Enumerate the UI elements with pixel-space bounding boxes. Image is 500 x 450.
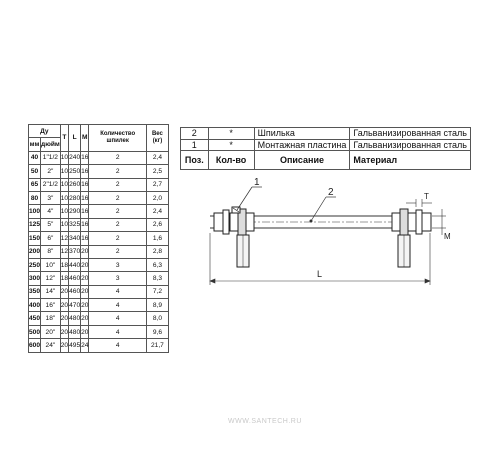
table-cell: 20 [81,325,89,338]
table-cell: 8,3 [146,272,168,285]
table-cell: 480 [69,312,81,325]
spec-pos: 1 [181,139,209,151]
spec-pos: 2 [181,128,209,140]
table-cell: 16 [81,165,89,178]
table-cell: 16 [81,191,89,204]
table-cell: 6,3 [146,258,168,271]
header-mm: мм [29,138,41,151]
table-cell: 10 [60,191,68,204]
table-cell: 600 [29,339,41,352]
spec-header-desc: Описание [254,151,350,170]
table-cell: 20 [81,272,89,285]
table-row [29,339,169,352]
left-mounting-assembly [214,207,254,267]
spec-header-pos: Поз. [181,151,209,170]
table-cell: 4" [41,205,61,218]
table-cell: 10 [60,178,68,191]
spec-row [181,128,471,140]
spec-material: Гальванизированная сталь [350,139,471,151]
table-cell: 4 [89,299,146,312]
table-cell: 500 [29,325,41,338]
table-cell: 250 [29,258,41,271]
callout-1-label: 1 [254,177,260,188]
table-cell: 20 [60,285,68,298]
table-cell: 480 [69,325,81,338]
table-cell: 2 [89,245,146,258]
table-cell: 12 [60,245,68,258]
stud-assembly-drawing [180,177,480,295]
table-cell: 16 [81,205,89,218]
table-cell: 10" [41,258,61,271]
table-cell: 80 [29,191,41,204]
table-cell: 3 [89,272,146,285]
table-cell: 16 [81,218,89,231]
header-t: T [60,125,68,152]
table-cell: 10 [60,205,68,218]
table-row [29,191,169,204]
table-row [29,205,169,218]
callout-2 [310,187,337,223]
table-row [29,299,169,312]
table-cell: 2"1/2 [41,178,61,191]
table-cell: 18 [60,272,68,285]
table-cell: 2 [89,218,146,231]
table-cell: 21,7 [146,339,168,352]
table-cell: 2,4 [146,205,168,218]
table-cell: 260 [69,178,81,191]
callout-1 [237,177,262,210]
table-cell: 65 [29,178,41,191]
table-cell: 5" [41,218,61,231]
table-row [29,178,169,191]
table-row [29,312,169,325]
table-row [29,232,169,245]
table-cell: 12 [60,232,68,245]
table-row [29,165,169,178]
table-cell: 2,0 [146,191,168,204]
table-cell: 24 [81,339,89,352]
table-cell: 2" [41,165,61,178]
spec-qty: * [208,139,254,151]
table-cell: 2,4 [146,151,168,164]
table-cell: 340 [69,232,81,245]
table-cell: 50 [29,165,41,178]
table-cell: 16 [81,178,89,191]
table-cell: 14" [41,285,61,298]
table-row [29,272,169,285]
table-cell: 20 [60,325,68,338]
table-cell: 20 [81,258,89,271]
table-cell: 460 [69,272,81,285]
table-cell: 100 [29,205,41,218]
table-cell: 250 [69,165,81,178]
table-cell: 2,8 [146,245,168,258]
table-cell: 470 [69,299,81,312]
table-cell: 20 [81,245,89,258]
dimension-l-label: L [317,269,323,279]
header-weight: Вес (кг) [146,125,168,152]
dimension-m [432,209,451,241]
table-cell: 440 [69,258,81,271]
table-cell: 2 [89,191,146,204]
table-row [29,151,169,164]
dimension-t [406,192,432,207]
table-cell: 4 [89,285,146,298]
header-l: L [69,125,81,152]
table-cell: 280 [69,191,81,204]
table-cell: 2 [89,232,146,245]
table-cell: 20 [81,299,89,312]
table-cell: 325 [69,218,81,231]
dimensions-table-body [29,151,169,352]
right-mounting-assembly [392,209,431,267]
spec-desc: Монтажная пластина [254,139,350,151]
dimension-m-label: M [444,232,451,241]
table-cell: 8" [41,245,61,258]
table-cell: 400 [29,299,41,312]
table-cell: 2,6 [146,218,168,231]
header-inch: дюйм [41,138,61,151]
table-cell: 10 [60,218,68,231]
table-cell: 20 [81,312,89,325]
table-row [29,218,169,231]
table-cell: 8,0 [146,312,168,325]
table-cell: 2,5 [146,165,168,178]
table-cell: 2 [89,151,146,164]
spec-desc: Шпилька [254,128,350,140]
table-cell: 10 [60,151,68,164]
table-cell: 16 [81,232,89,245]
table-cell: 290 [69,205,81,218]
table-cell: 7,2 [146,285,168,298]
table-cell: 40 [29,151,41,164]
table-cell: 4 [89,325,146,338]
table-cell: 4 [89,339,146,352]
table-row [29,245,169,258]
table-cell: 20 [60,299,68,312]
table-cell: 20 [81,285,89,298]
table-cell: 24" [41,339,61,352]
table-cell: 460 [69,285,81,298]
callout-2-label: 2 [328,187,334,198]
watermark: WWW.SANTECH.RU [228,418,302,425]
table-cell: 20" [41,325,61,338]
table-cell: 18 [60,258,68,271]
table-cell: 350 [29,285,41,298]
table-cell: 18" [41,312,61,325]
table-cell: 495 [69,339,81,352]
spec-material: Гальванизированная сталь [350,128,471,140]
table-cell: 20 [60,312,68,325]
table-cell: 450 [29,312,41,325]
spec-header-row [181,151,471,170]
table-cell: 2 [89,165,146,178]
table-cell: 1"1/2 [41,151,61,164]
table-cell: 3 [89,258,146,271]
table-cell: 1,6 [146,232,168,245]
table-row [29,285,169,298]
table-cell: 16" [41,299,61,312]
specification-table [180,127,471,170]
header-qty: Количество шпилек [89,125,146,152]
table-cell: 10 [60,165,68,178]
table-cell: 370 [69,245,81,258]
header-du: Ду [29,125,61,138]
table-row [29,325,169,338]
table-cell: 20 [60,339,68,352]
table-cell: 12" [41,272,61,285]
spec-qty: * [208,128,254,140]
table-cell: 6" [41,232,61,245]
table-cell: 200 [29,245,41,258]
table-row [29,258,169,271]
table-cell: 2 [89,205,146,218]
header-m: M [81,125,89,152]
table-cell: 2,7 [146,178,168,191]
spec-header-material: Материал [350,151,471,170]
table-cell: 2 [89,178,146,191]
spec-row [181,139,471,151]
table-cell: 300 [29,272,41,285]
dimensions-table [28,124,169,353]
table-cell: 150 [29,232,41,245]
spec-header-qty: Кол-во [208,151,254,170]
table-cell: 4 [89,312,146,325]
table-cell: 16 [81,151,89,164]
table-cell: 9,6 [146,325,168,338]
table-cell: 3" [41,191,61,204]
dimension-t-label: T [424,192,429,201]
table-cell: 125 [29,218,41,231]
table-cell: 240 [69,151,81,164]
table-cell: 8,9 [146,299,168,312]
